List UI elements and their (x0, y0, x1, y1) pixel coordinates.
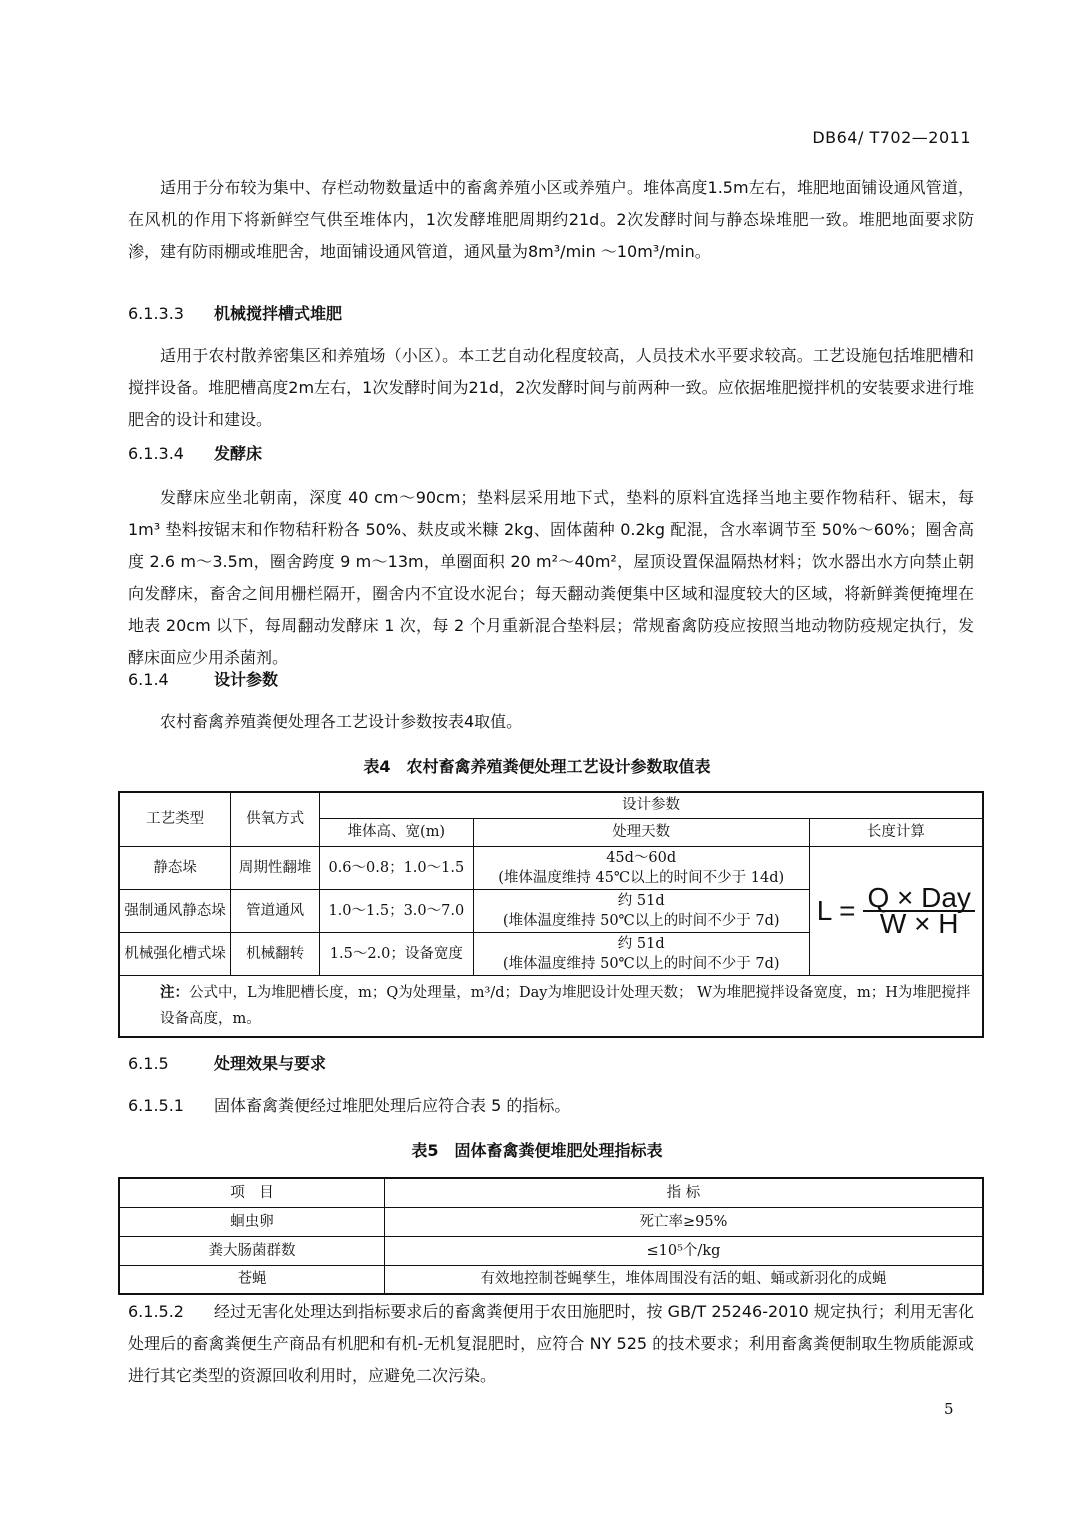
section-number: 6.1.3.3 (128, 304, 184, 323)
table-row (119, 846, 983, 889)
clause-6-1-5-1 (128, 1094, 570, 1118)
header-process-type: 工艺类型 (119, 792, 231, 846)
days-note: (堆体温度维持 50℃以上的时间不少于 7d) (502, 955, 780, 972)
cell-index: ≤10⁵个/kg (384, 1236, 983, 1265)
table-row (119, 1207, 983, 1236)
formula-lhs: L = (816, 894, 856, 926)
cell-oxygen: 机械翻转 (231, 932, 320, 975)
note-label: 注： (160, 983, 189, 1001)
section-title: 设计参数 (214, 670, 279, 689)
section-title: 发酵床 (214, 444, 263, 463)
cell-size: 0.6～0.8；1.0～1.5 (320, 846, 474, 889)
header-length-calc: 长度计算 (809, 818, 983, 846)
table4-note (119, 975, 983, 1037)
clause-text: 经过无害化处理达到指标要求后的畜禽粪便用于农田施肥时，按 GB/T 25246-2010 规定执行；利用无害化处理后的畜禽粪便生产商品有机肥和有机-无机复混肥时，应符合 NY 525 的技术要求；利用畜禽粪便制取生物质能源或进行其它类型的资源回收利用时，应避免二次污染。 (128, 1302, 974, 1385)
header-pile-size: 堆体高、宽(m) (320, 818, 474, 846)
cell-days (473, 932, 809, 975)
section-title: 机械搅拌槽式堆肥 (214, 304, 343, 323)
table4-caption: 表4 农村畜禽养殖粪便处理工艺设计参数取值表 (363, 757, 711, 776)
clause-6-1-5-2 (128, 1296, 974, 1392)
section-number: 6.1.5 (128, 1054, 169, 1073)
header-days: 处理天数 (473, 818, 809, 846)
header-index: 指 标 (384, 1178, 983, 1207)
paragraph-forced-ventilation: 适用于分布较为集中、存栏动物数量适中的畜禽养殖小区或养殖户。堆体高度1.5m左右，堆肥地面铺设通风管道，在风机的作用下将新鲜空气供至堆体内，1次发酵堆肥周期约21d。2次发酵时间与静态垛堆肥一致。堆肥地面要求防渗，建有防雨棚或堆肥舍，地面铺设通风管道，通风量为8m³/min ～10m³/min。 (128, 178, 974, 261)
paragraph-design-params: 农村畜禽养殖粪便处理各工艺设计参数按表4取值。 (160, 712, 523, 731)
header-design-params: 设计参数 (320, 792, 984, 818)
document-code: DB64/ T702—2011 (812, 128, 971, 147)
table-design-parameters (118, 791, 984, 1038)
clause-number: 6.1.5.2 (128, 1302, 184, 1321)
days-value: 45d～60d (606, 849, 677, 866)
header-oxygen-supply: 供氧方式 (231, 792, 320, 846)
clause-number: 6.1.5.1 (128, 1096, 184, 1115)
cell-formula (809, 846, 983, 975)
cell-index: 有效地控制苍蝇孳生，堆体周围没有活的蛆、蛹或新羽化的成蝇 (384, 1265, 983, 1294)
length-formula (816, 881, 975, 939)
cell-item: 蛔虫卵 (119, 1207, 384, 1236)
days-value: 约 51d (617, 892, 665, 909)
formula-fraction (863, 881, 974, 939)
formula-denominator: W × H (879, 907, 959, 939)
table-row (119, 1265, 983, 1294)
cell-item: 苍蝇 (119, 1265, 384, 1294)
cell-size: 1.5～2.0；设备宽度 (320, 932, 474, 975)
cell-days (473, 889, 809, 932)
days-note: (堆体温度维持 50℃以上的时间不少于 7d) (502, 912, 780, 929)
paragraph-fermentation-bed: 发酵床应坐北朝南，深度 40 cm～90cm；垫料层采用地下式，垫料的原料宜选择当地主要作物秸秆、锯末，每 1m³ 垫料按锯末和作物秸秆粉各 50%、麸皮或米糠 2kg、固体菌种 0.2kg 配混，含水率调节至 50%～60%；圈舍高度 2.6 m～3.5m，圈舍跨度 9 m～13m，单圈面积 20 m²～40m²，屋顶设置保温隔热材料；饮水器出水方向禁止朝向发酵床，畜舍之间用栅栏隔开，圈舍内不宜设水泥台；每天翻动粪便集中区域和湿度较大的区域，将新鲜粪便掩埋在地表 20cm 以下，每周翻动发酵床 1 次，每 2 个月重新混合垫料层；常规畜禽防疫应按照当地动物防疫规定执行，发酵床面应少用杀菌剂。 (128, 488, 974, 667)
cell-index: 死亡率≥95% (384, 1207, 983, 1236)
cell-item: 粪大肠菌群数 (119, 1236, 384, 1265)
cell-type: 强制通风静态垛 (119, 889, 231, 932)
section-number: 6.1.3.4 (128, 444, 184, 463)
section-number: 6.1.4 (128, 670, 169, 689)
paragraph-mechanical-trough: 适用于农村散养密集区和养殖场（小区）。本工艺自动化程度较高，人员技术水平要求较高。工艺设施包括堆肥槽和搅拌设备。堆肥槽高度2m左右，1次发酵时间为21d，2次发酵时间与前两种一致。应依据堆肥搅拌机的安装要求进行堆肥舍的设计和建设。 (128, 346, 974, 429)
days-note: (堆体温度维持 45℃以上的时间不少于 14d) (498, 869, 785, 886)
cell-size: 1.0～1.5；3.0～7.0 (320, 889, 474, 932)
cell-oxygen: 周期性翻堆 (231, 846, 320, 889)
table-compost-indicators (118, 1177, 984, 1295)
table-row (119, 1236, 983, 1265)
section-6-1-3-4 (128, 442, 262, 466)
cell-oxygen: 管道通风 (231, 889, 320, 932)
section-6-1-5 (128, 1052, 326, 1076)
formula-numerator: Q × Day (863, 888, 974, 912)
table5-caption: 表5 固体畜禽粪便堆肥处理指标表 (411, 1141, 663, 1160)
note-text: 公式中，L为堆肥槽长度，m；Q为处理量，m³/d；Day为堆肥设计处理天数； W为堆肥搅拌设备宽度，m；H为堆肥搅拌设备高度，m。 (160, 984, 971, 1027)
section-title: 处理效果与要求 (214, 1054, 327, 1073)
cell-type: 静态垛 (119, 846, 231, 889)
cell-type: 机械强化槽式垛 (119, 932, 231, 975)
header-item: 项 目 (119, 1178, 384, 1207)
days-value: 约 51d (617, 935, 665, 952)
cell-days (473, 846, 809, 889)
page-number: 5 (944, 1400, 954, 1418)
section-6-1-3-3 (128, 302, 342, 326)
clause-text: 固体畜禽粪便经过堆肥处理后应符合表 5 的指标。 (214, 1096, 571, 1115)
section-6-1-4 (128, 668, 278, 692)
